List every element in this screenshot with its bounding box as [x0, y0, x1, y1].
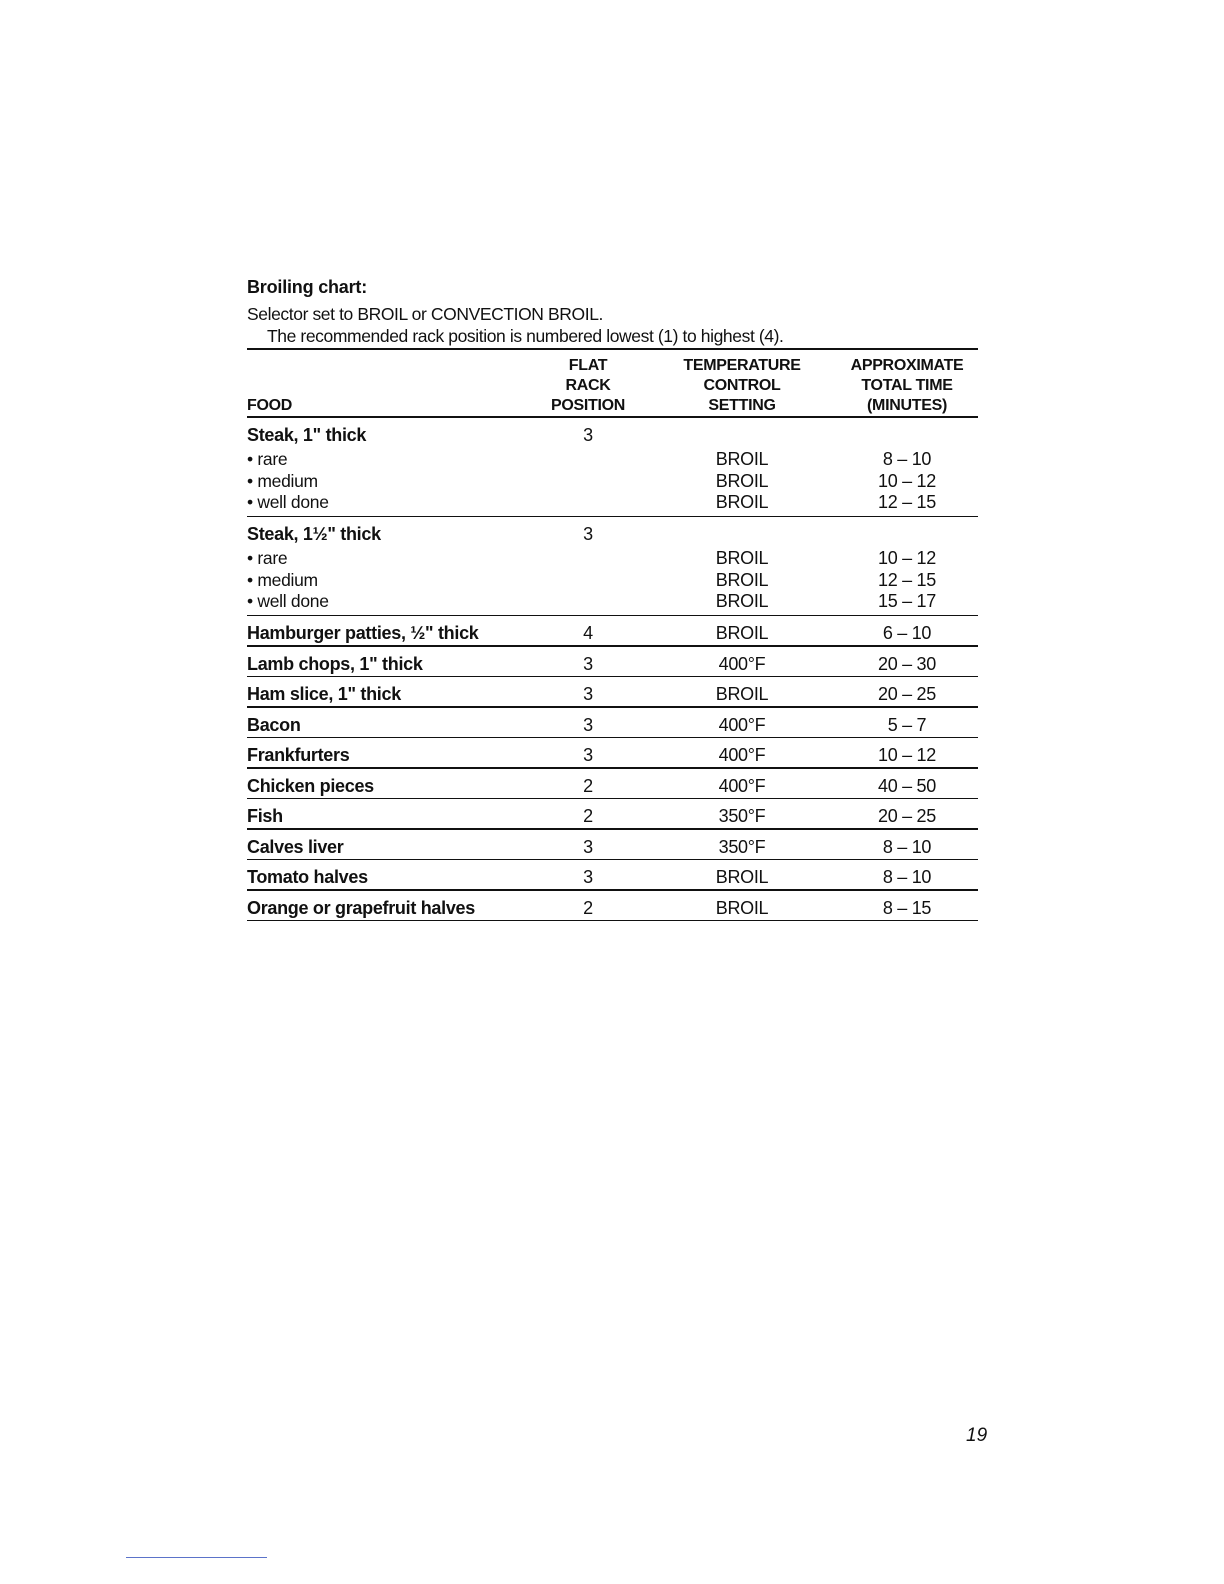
- temperature-setting: BROIL: [715, 569, 769, 590]
- rack-position: 3: [583, 684, 593, 704]
- doneness-label: • rare: [247, 548, 288, 568]
- rack-position: 3: [583, 524, 593, 544]
- row-divider: [247, 798, 978, 800]
- temperature-setting: BROIL: [715, 684, 769, 704]
- header-temperature-setting: TEMPERATURE CONTROL SETTING: [683, 357, 801, 414]
- food-name: Chicken pieces: [247, 775, 374, 796]
- food-name: Frankfurters: [247, 745, 350, 765]
- temperature-setting: BROIL: [715, 867, 769, 887]
- temperature-setting: 400°F: [718, 714, 766, 735]
- temperature-setting: BROIL: [715, 897, 769, 918]
- food-name: Bacon: [247, 714, 301, 735]
- food-name: Ham slice, 1" thick: [247, 684, 401, 704]
- approximate-time: 12 – 15: [878, 569, 936, 590]
- page-number: 19: [966, 1425, 988, 1446]
- rack-position: 3: [583, 714, 593, 735]
- food-name: Fish: [247, 806, 283, 826]
- approximate-time: 8 – 10: [882, 449, 932, 469]
- rack-position: 2: [583, 806, 593, 826]
- row-divider: [247, 516, 978, 518]
- row-divider: [247, 828, 978, 830]
- doneness-label: • well done: [247, 591, 329, 611]
- food-name: Orange or grapefruit halves: [247, 897, 475, 918]
- header-approximate-time: APPROXIMATE TOTAL TIME (MINUTES): [850, 357, 964, 414]
- approximate-time: 20 – 25: [878, 684, 936, 704]
- temperature-setting: 400°F: [718, 653, 766, 674]
- temperature-setting: 400°F: [718, 775, 766, 796]
- doneness-label: • medium: [247, 470, 318, 491]
- header-bottom-rule: [247, 416, 978, 418]
- approximate-time: 5 – 7: [887, 714, 927, 735]
- approximate-time: 20 – 30: [878, 653, 936, 674]
- row-divider: [247, 645, 978, 647]
- row-divider: [247, 859, 978, 861]
- temperature-setting: BROIL: [715, 470, 769, 491]
- approximate-time: 15 – 17: [878, 591, 936, 611]
- temperature-setting: BROIL: [715, 623, 769, 643]
- rack-position: 2: [583, 897, 593, 918]
- approximate-time: 10 – 12: [878, 470, 936, 491]
- header-food: FOOD: [247, 397, 293, 414]
- rack-position: 3: [583, 867, 593, 887]
- approximate-time: 6 – 10: [882, 623, 932, 643]
- row-divider: [247, 676, 978, 678]
- doneness-label: • well done: [247, 492, 329, 512]
- approximate-time: 10 – 12: [878, 745, 936, 765]
- approximate-time: 10 – 12: [878, 548, 936, 568]
- food-name: Calves liver: [247, 836, 344, 857]
- doneness-label: • medium: [247, 569, 318, 590]
- row-divider: [247, 889, 978, 891]
- food-name: Tomato halves: [247, 867, 368, 887]
- temperature-setting: BROIL: [715, 449, 769, 469]
- temperature-setting: 400°F: [718, 745, 766, 765]
- temperature-setting: 350°F: [718, 836, 766, 857]
- food-name: Steak, 1½" thick: [247, 524, 381, 544]
- row-divider: [247, 706, 978, 708]
- rack-position: 4: [583, 623, 593, 643]
- row-divider: [247, 920, 978, 922]
- table-top-rule: [247, 348, 978, 350]
- food-name: Steak, 1" thick: [247, 425, 367, 445]
- approximate-time: 20 – 25: [878, 806, 936, 826]
- chart-title: Broiling chart:: [247, 277, 368, 297]
- temperature-setting: 350°F: [718, 806, 766, 826]
- rack-position: 2: [583, 775, 593, 796]
- food-name: Hamburger patties, ½" thick: [247, 623, 479, 643]
- temperature-setting: BROIL: [715, 492, 769, 512]
- intro-line-rack-position: The recommended rack position is numbered lowest (1) to highest (4).: [267, 326, 784, 346]
- approximate-time: 12 – 15: [878, 492, 936, 512]
- approximate-time: 8 – 15: [882, 897, 932, 918]
- approximate-time: 40 – 50: [878, 775, 936, 796]
- intro-line-selector: Selector set to BROIL or CONVECTION BROIL.: [247, 304, 603, 324]
- food-name: Lamb chops, 1" thick: [247, 653, 423, 674]
- rack-position: 3: [583, 836, 593, 857]
- temperature-setting: BROIL: [715, 591, 769, 611]
- rack-position: 3: [583, 653, 593, 674]
- row-divider: [247, 737, 978, 739]
- approximate-time: 8 – 10: [882, 836, 932, 857]
- rack-position: 3: [583, 745, 593, 765]
- approximate-time: 8 – 10: [882, 867, 932, 887]
- doneness-label: • rare: [247, 449, 288, 469]
- temperature-setting: BROIL: [715, 548, 769, 568]
- bottom-scan-line: [126, 1557, 267, 1558]
- row-divider: [247, 615, 978, 617]
- header-rack-position: FLAT RACK POSITION: [550, 357, 626, 414]
- row-divider: [247, 767, 978, 769]
- rack-position: 3: [583, 425, 593, 445]
